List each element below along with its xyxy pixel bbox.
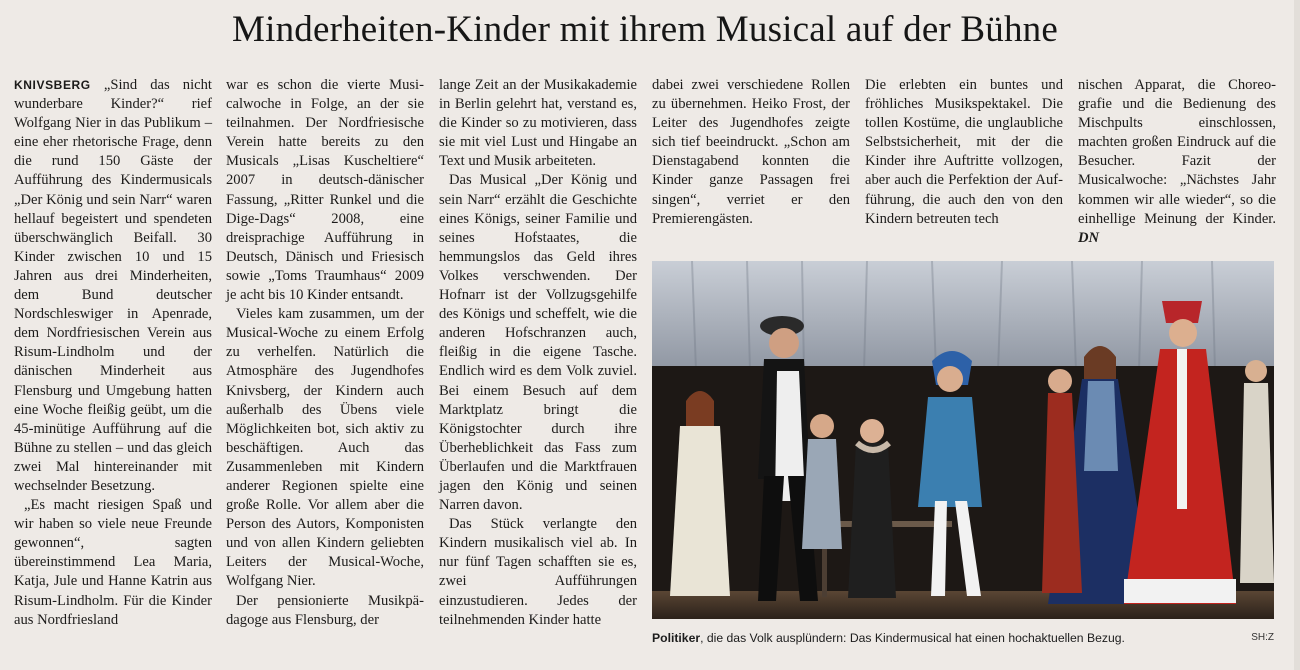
photo-credit: SH:Z	[1251, 632, 1274, 643]
paragraph: lange Zeit an der Musikakademie in Berlin gelehrt hat, verstand es, die Kinder so zu motivieren, dass sie mit viel Lust und Hingabe an Text und Musik arbeiteten.	[439, 77, 637, 170]
article-column-4	[652, 76, 850, 229]
article-column-6	[1078, 76, 1276, 248]
paragraph: Das Stück verlangte den Kindern musikalisch viel ab. In nur fünf Tagen schafften sie es, zwei Aufführungen einzustudieren. Jedes der teilnehmenden Kinder hatte	[439, 516, 637, 628]
paragraph-text: nischen Apparat, die Choreografie und die Bedienung des Mischpults einschlossen, machten großen Eindruck auf die Besucher. Fazit der Musicalwoche: „Nächstes Jahr kommen wir alle wieder“, so die einhellige Meinung der Kinder.	[1078, 77, 1276, 227]
page-edge	[1294, 0, 1300, 670]
paragraph: Das Musical „Der König und sein Narr“ erzählt die Geschichte eines Königs, seiner Familie und seines Hofstaates, die hemmungslos das Geld ihres Volkes verschwenden. Der Hofnarr ist der Vollzugsgehilfe des Königs und scheffelt, wie die anderen Hofschranzen auch, fleißig in die eigene Tasche. Endlich wird es dem Volk zuviel. Bei einem Besuch auf dem Marktplatz bringt die Königstochter durch ihre Überheblichkeit das Fass zum Überlaufen und die Marktfrauen jagen den König und seinen Narren davon.	[439, 172, 637, 514]
article-column-1	[14, 76, 212, 630]
paragraph: Vieles kam zusammen, um der Musical-Woche zu einem Erfolg zu verhelfen. Natürlich die Atmosphäre des Jugendhofes Knivsberg, der Kindern auch außerhalb des Übens viele Möglichkeiten bot, sich aktiv zu beschäftigen. Auch das Zusammenleben mit Kindern anderer Regionen spielte eine große Rolle. Vor allem aber die Person des Autors, Komponisten und von allen Kindern geliebten Leiters der Musical-Woche, Wolfgang Nier.	[226, 306, 424, 590]
paragraph-text: „Sind das nicht wunderbare Kinder?“ rief Wolfgang Nier in das Publikum – eine eher rhetorische Frage, denn die rund 150 Gäste der Aufführung des Kindermusicals „Der König und sein Narr“ waren hellauf begeistert und spendeten überschwänglich Beifall. 30 Kinder zwischen 10 und 15 Jahren aus drei Minderheiten, dem Bund deutscher Nordschleswiger in Apenrade, dem Nordfriesischen Verein aus Risum-Lindholm und der dänischen Minderheit aus Flensburg und Umgebung hatten eine Woche fleißig geübt, um die 45-minütige Aufführung auf die Bühne zu stellen – und das gleich zwei Mal hintereinander mit wechselnder Besetzung.	[14, 77, 212, 494]
dateline: KNIVSBERG	[14, 78, 91, 92]
paragraph: war es schon die vierte Musicalwoche in Folge, an der sie teilnahmen. Der Nordfriesische Verein hatte bereits zu den Musicals „Lisas Kuscheltiere“ 2007 in deutsch-dänischer Fassung, „Ritter Runkel und die Dige-Dags“ 2008, eine dreisprachige Aufführung in Deutsch, Dänisch und Friesisch sowie „Toms Traumhaus“ 2009 je acht bis 10 Kinder entsandt.	[226, 77, 424, 304]
article-column-3	[439, 76, 637, 630]
stage-photo-illustration	[652, 261, 1274, 619]
stage-photo	[652, 261, 1274, 619]
paragraph	[14, 76, 212, 496]
paragraph: dabei zwei verschiedene Rollen zu übernehmen. Heiko Frost, der Leiter des Jugendhofes zeigte sich tief beeindruckt. „Schon am Dienstagabend konnten die Kinder ganze Passagen frei singen“, verriet er den Premierengästen.	[652, 77, 850, 227]
headline: Minderheiten-Kinder mit ihrem Musical auf der Bühne	[231, 9, 1059, 50]
photo-caption	[652, 631, 1274, 645]
caption-text: , die das Volk ausplündern: Das Kindermusical hat einen hochaktuellen Bezug.	[700, 631, 1125, 645]
author-signature: DN	[1078, 229, 1100, 246]
paragraph: „Es macht riesigen Spaß und wir haben so viele neue Freunde gewonnen“, sagten übereinstimmend Lea Maria, Katja, Jule und Hanne Katrin aus Risum-Lindholm. Für die Kinder aus Nordfriesland	[14, 497, 212, 628]
article-column-2	[226, 76, 424, 630]
paragraph: Die erlebten ein buntes und fröhliches Musikspektakel. Die tollen Kostüme, die unglaubliche Selbstsicherheit, mit der die Kinder ihre Auftritte vollzogen, aber auch die Perfektion der Aufführung, die auch den von den Kindern betreuten tech	[865, 77, 1063, 227]
paragraph	[1078, 76, 1276, 248]
paragraph: Der pensionierte Musikpädagoge aus Flensburg, der	[226, 592, 424, 628]
caption-lead: Politiker	[652, 631, 701, 645]
article-column-5	[865, 76, 1063, 229]
